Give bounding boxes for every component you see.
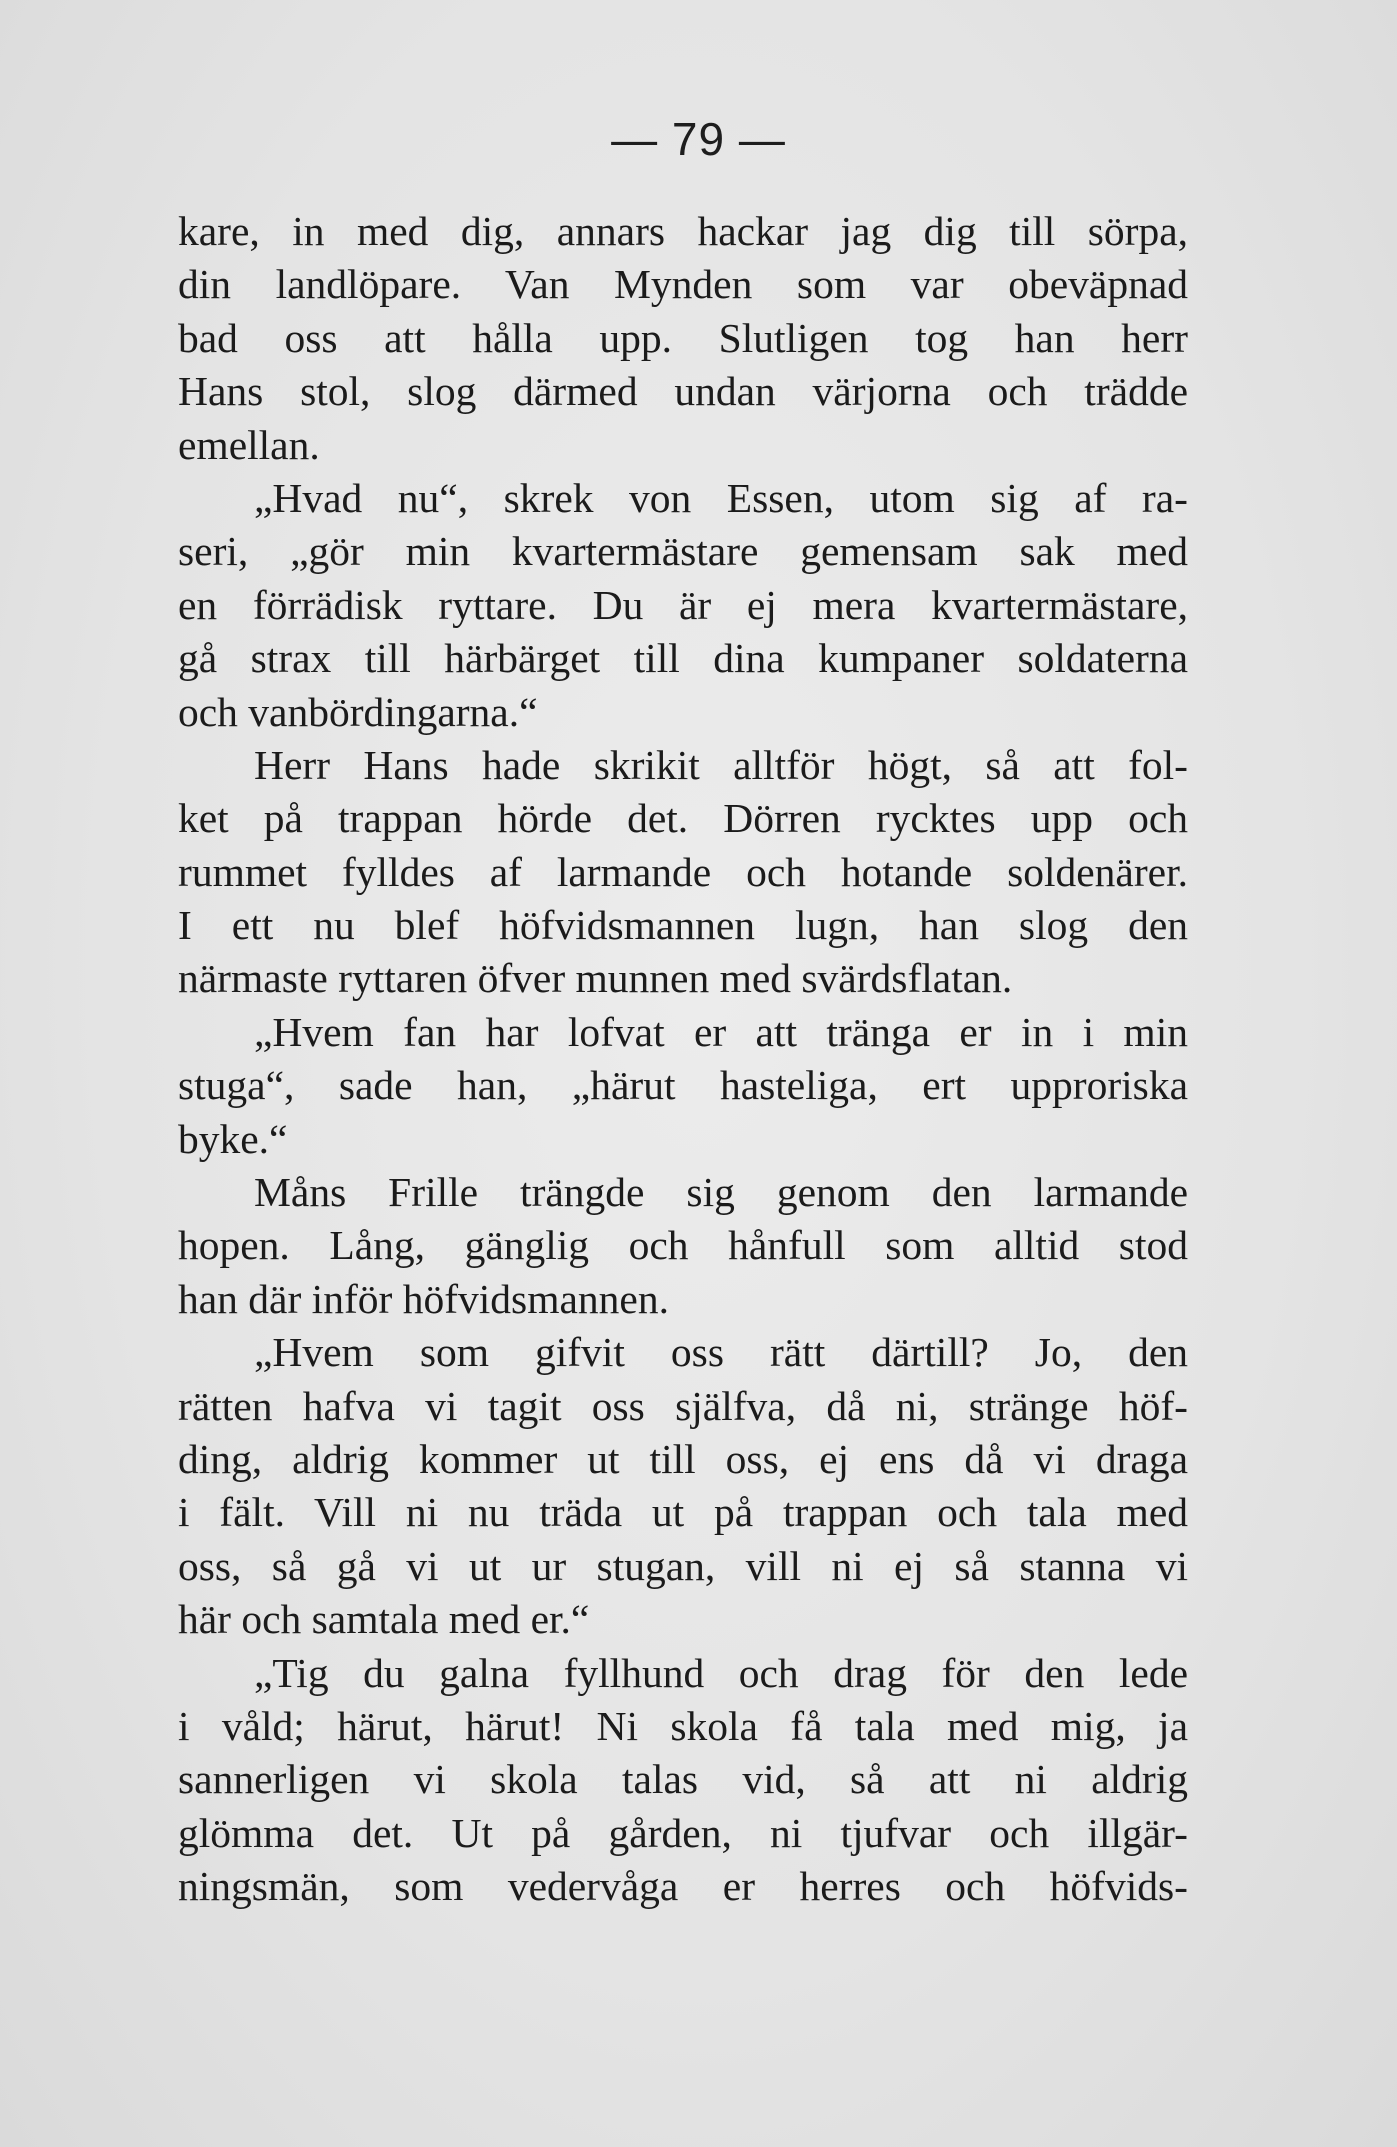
text-line: glömma det. Ut på gården, ni tjufvar och illgär-: [178, 1809, 1188, 1856]
text-line: „Hvem fan har lofvat er att tränga er in i min: [254, 1008, 1188, 1055]
text-line: seri, „gör min kvartermästare gemensam sak med: [178, 528, 1188, 575]
page-number: — 79 —: [611, 113, 786, 165]
text-line: ding, aldrig kommer ut till oss, ej ens då vi draga: [178, 1435, 1188, 1482]
body-text: [178, 205, 1188, 1914]
text-line: kare, in med dig, annars hackar jag dig till sörpa,: [178, 208, 1188, 254]
text-line: „Hvad nu“, skrek von Essen, utom sig af ra-: [254, 474, 1188, 521]
text-line: en förrädisk ryttare. Du är ej mera kvartermästare,: [178, 581, 1188, 628]
text-line: hopen. Lång, gänglig och hånfull som alltid stod: [178, 1222, 1188, 1269]
text-line: rummet fylldes af larmande och hotande soldenärer.: [178, 848, 1188, 895]
text-line: „Tig du galna fyllhund och drag för den lede: [254, 1649, 1188, 1696]
text-line: byke.“: [178, 1115, 288, 1162]
text-line: han där inför höfvidsmannen.: [178, 1275, 669, 1322]
text-line: I ett nu blef höfvidsmannen lugn, han slog den: [178, 902, 1188, 949]
text-line: och vanbördingarna.“: [178, 688, 538, 735]
text-line: Måns Frille trängde sig genom den larmande: [254, 1169, 1188, 1216]
text-line: sannerligen vi skola talas vid, så att ni aldrig: [178, 1756, 1188, 1803]
text-line: Hans stol, slog därmed undan värjorna och trädde: [178, 368, 1188, 415]
text-line: i fält. Vill ni nu träda ut på trappan och tala med: [178, 1489, 1188, 1536]
text-line: „Hvem som gifvit oss rätt därtill? Jo, den: [254, 1329, 1188, 1376]
text-line: din landlöpare. Van Mynden som var obeväpnad: [178, 261, 1188, 308]
text-line: bad oss att hålla upp. Slutligen tog han herr: [178, 314, 1188, 361]
text-line: närmaste ryttaren öfver munnen med svärdsflatan.: [178, 955, 1013, 1002]
text-line: stuga“, sade han, „härut hasteliga, ert upproriska: [178, 1062, 1188, 1109]
text-line: oss, så gå vi ut ur stugan, vill ni ej så stanna vi: [178, 1542, 1188, 1589]
text-line: emellan.: [178, 421, 320, 468]
text-line: Herr Hans hade skrikit alltför högt, så att fol-: [254, 741, 1188, 788]
text-line: rätten hafva vi tagit oss själfva, då ni, stränge höf-: [178, 1382, 1188, 1429]
text-line: ket på trappan hörde det. Dörren rycktes upp och: [178, 795, 1188, 842]
text-line: ningsmän, som vedervåga er herres och höfvids-: [178, 1863, 1188, 1910]
text-line: i våld; härut, härut! Ni skola få tala med mig, ja: [178, 1702, 1188, 1749]
text-line: här och samtala med er.“: [178, 1596, 590, 1643]
text-line: gå strax till härbärget till dina kumpaner soldaterna: [178, 635, 1188, 682]
